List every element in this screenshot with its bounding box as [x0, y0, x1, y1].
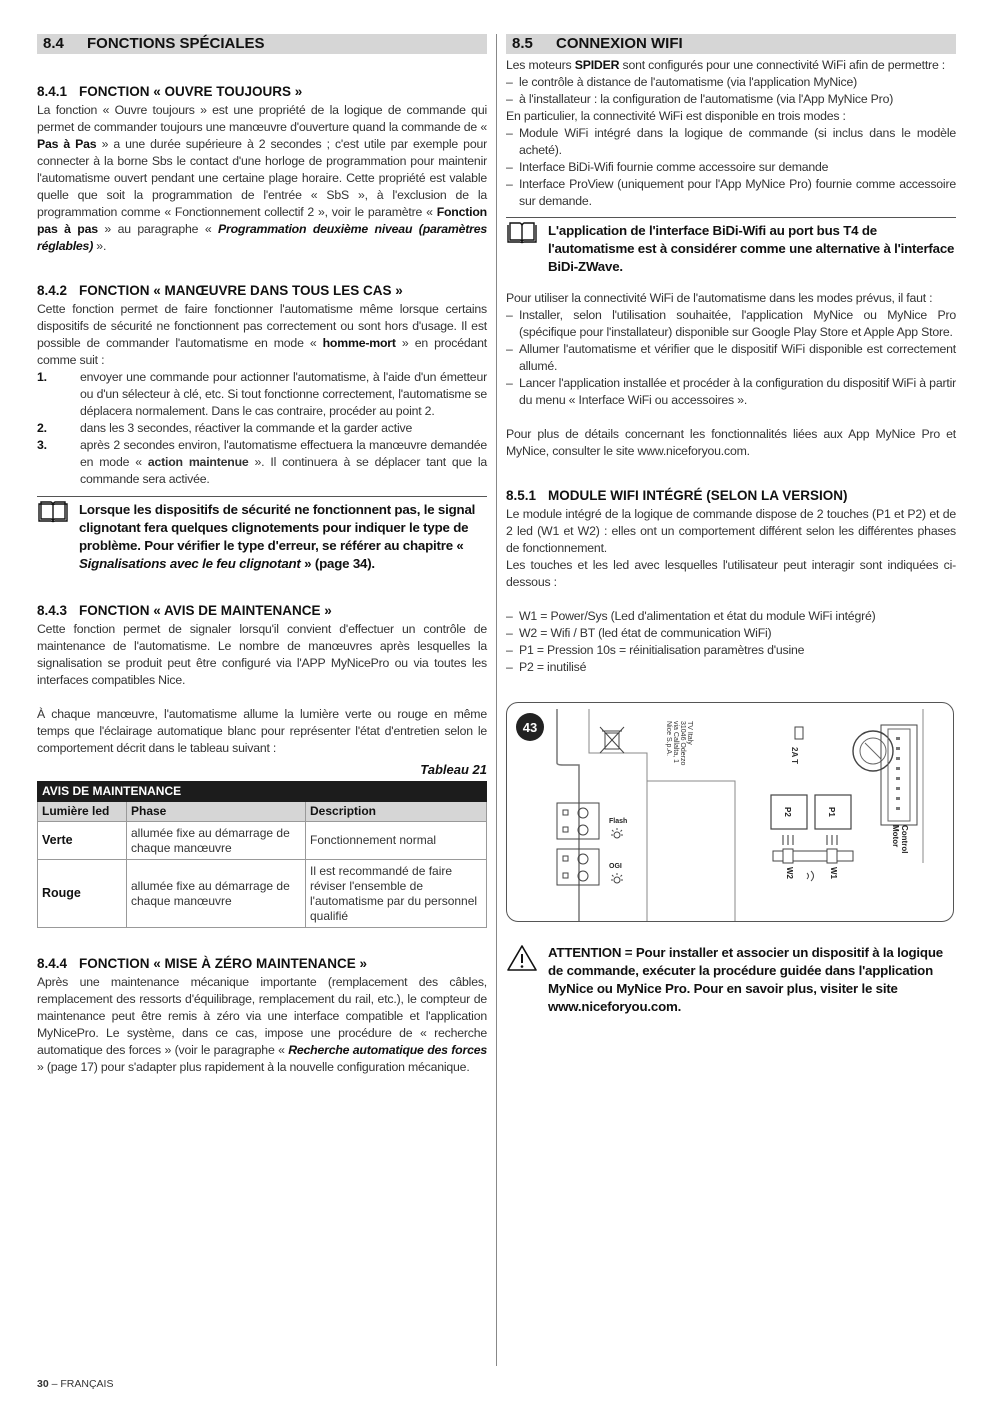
figure-number: 43	[522, 720, 538, 735]
svg-text:P1: P1	[827, 807, 836, 817]
svg-text:2A T: 2A T	[790, 747, 799, 765]
paragraph-mise-a-zero: Après une maintenance mécanique importante (remplacement des câbles, remplacement des ressorts d'équilibrage, remplacement du rail, etc.), le compteur de maintenance peut être remis à zéro via une interface compatible et l'application MyNicePro. Le système, dans ce cas, impose une procédure de « recherche automatique des forces » (voir le paragraphe « Recherche automatique des forces » (page 17) pour s'adapter plus rapidement à la nouvelle configuration mécanique.	[37, 975, 487, 1074]
paragraph-avis-2: À chaque manœuvre, l'automatisme allume la lumière verte ou rouge en même temps que l'éclairage automatique blanc pour représenter l'état d'entretien selon le comportement décrit dans le tableau suivant :	[37, 707, 487, 755]
wifi-signal-icon	[807, 871, 814, 881]
paragraph-module-1: Le module intégré de la logique de commande dispose de 2 touches (P1 et P2) et de 2 led (W1 et W2) : elles ont un comportement différent selon les différentes phases de fonctionnement.	[506, 507, 956, 555]
list-item: – P1 = Pression 10s = réinitialisation paramètres d'usine	[506, 642, 956, 659]
weee-bin-icon	[600, 727, 624, 753]
heading-8-4-2: 8.4.2 FONCTION « MANŒUVRE DANS TOUS LES CAS »	[37, 283, 403, 298]
svg-text:TV Italy: TV Italy	[686, 721, 693, 745]
motor-label: Motor	[891, 825, 900, 848]
list-item: – W1 = Power/Sys (Led d'alimentation et état du module WiFi intégré)	[506, 608, 956, 625]
col-header: Lumière led	[38, 802, 127, 822]
col-header: Description	[306, 802, 487, 822]
paragraph-wifi-details: Pour plus de détails concernant les fonctionnalités liées aux App MyNice Pro et MyNice, consulter le site www.niceforyou.com.	[506, 427, 956, 458]
control-board-diagram	[507, 703, 953, 921]
list-wifi-steps	[506, 307, 956, 409]
list-item: – W2 = Wifi / BT (led état de communication WiFi)	[506, 625, 956, 642]
attention-note: ATTENTION = Pour installer et associer un dispositif à la logique de commande, exécuter la procédure guidée dans l'application MyNice ou MyNice Pro. Pour en savoir plus, visiter le site www.niceforyou.com.	[506, 944, 956, 1016]
list-wifi-uses	[506, 74, 956, 108]
list-wifi-modes	[506, 125, 956, 210]
light-bulb-icon	[611, 873, 623, 883]
table-row: Verte allumée fixe au démarrage de chaque manœuvre Fonctionnement normal	[38, 822, 487, 860]
paragraph-wifi-modes: En particulier, la connectivité WiFi est disponible en trois modes :	[506, 109, 846, 123]
column-divider	[496, 34, 497, 1366]
list-module-keys	[506, 608, 956, 676]
heading-8-5-1: 8.5.1 MODULE WIFI INTÉGRÉ (SELON LA VERSION)	[506, 488, 848, 503]
control-label: Control	[900, 825, 909, 854]
w2-led	[783, 849, 793, 863]
table-row: Rouge allumée fixe au démarrage de chaque manœuvre Il est recommandé de faire réviser l'ensemble de l'automatisme par du personnel qualifié	[38, 860, 487, 928]
terminal-block-flash	[557, 803, 599, 839]
section-heading-8-5: 8.5 CONNEXION WIFI	[506, 34, 956, 54]
list-item: – le contrôle à distance de l'automatisme (via l'application MyNice)	[506, 74, 956, 91]
light-bulb-icon	[611, 828, 623, 838]
left-column	[37, 34, 487, 1076]
section-heading-8-4: 8.4 FONCTIONS SPÉCIALES	[37, 34, 487, 54]
figure-43	[506, 702, 954, 922]
steps-list	[37, 369, 487, 488]
step-item: 2. dans les 3 secondes, réactiver la commande et la garder active	[37, 421, 413, 435]
list-item: – Interface ProView (uniquement pour l'App MyNice Pro) fournie comme accessoire sur demande.	[506, 176, 956, 210]
svg-text:W2: W2	[785, 867, 794, 879]
ogi-label: OGI	[609, 863, 622, 870]
flash-label: Flash	[609, 818, 628, 825]
table-title: AVIS DE MAINTENANCE	[38, 782, 487, 802]
svg-text:via Callalta, 1: via Callalta, 1	[672, 721, 679, 764]
maintenance-table	[37, 781, 487, 928]
right-column	[506, 34, 956, 1016]
page-footer: 30 – FRANÇAIS	[37, 1378, 114, 1390]
paragraph-wifi-usage: Pour utiliser la connectivité WiFi de l'automatisme dans les modes prévus, il faut :	[506, 291, 933, 305]
heading-8-4-4: 8.4.4 FONCTION « MISE À ZÉRO MAINTENANCE »	[37, 956, 368, 971]
paragraph-manoeuvre: Cette fonction permet de faire fonctionner l'automatisme même lorsque certains dispositifs de sécurité ne fonctionnent pas correctement ou sont hors d'usage. Il est possible de commander l'automatisme en mode « homme-mort » en procédant comme suit :	[37, 302, 487, 367]
list-item: – Installer, selon l'utilisation souhaitée, l'application MyNice ou MyNice Pro (spécifique pour l'installateur) disponible sur Google Play Store et Apple App Store.	[506, 307, 956, 341]
step-item: 3. après 2 secondes environ, l'automatisme effectuera la manœuvre demandée en mode « action maintenue ». Il continuera à se déplacer tant que la commande sera activée.	[37, 438, 487, 486]
warning-icon	[506, 944, 548, 1016]
col-header: Phase	[127, 802, 306, 822]
w1-led	[827, 849, 837, 863]
table-caption: Tableau 21	[420, 762, 487, 777]
list-item: – Lancer l'application installée et procéder à la configuration du dispositif WiFi à partir du menu « Interface WiFi ou accessoires ».	[506, 375, 956, 409]
note-securite: Lorsque les dispositifs de sécurité ne fonctionnent pas, le signal clignotant fera quelques clignotements pour indiquer le type de problème. Pour vérifier le type d'erreur, se référer au chapitre « Signalisations avec le feu clignotant » (page 34).	[37, 496, 487, 573]
paragraph-ouvre-toujours: La fonction « Ouvre toujours » est une propriété de la logique de commande qui permet de commander toujours une manœuvre d'ouverture quand la commande de « Pas à Pas » a une durée supérieure à 2 secondes ; c'est utile par exemple pour connecter à la borne Sbs le contact d'une horloge de programmation pour maintenir l'automatisme ouvert pendant une certaine plage horaire. Cette propriété est valable quelle que soit la programmation de l'entrée « SbS », à l'exclusion de la programmation comme « Fonctionnement collectif 2 », voir le paramètre « Fonction pas à pas » au paragraphe « Programmation deuxième niveau (paramètres réglables) ».	[37, 103, 487, 253]
svg-text:Nice S.p.A.: Nice S.p.A.	[665, 721, 672, 757]
note-bidi-wifi: L'application de l'interface BiDi-Wifi au port bus T4 de l'automatisme est à considérer comme une alternative à l'interface BiDi-ZWave.	[506, 217, 956, 276]
step-item: 1. envoyer une commande pour actionner l'automatisme, à l'aide d'un émetteur ou d'un sélecteur à clé, etc. Si tout fonctionne correctement, l'automatisme se déplacera normalement. Dans le cas contraire, procéder au point 2.	[37, 370, 487, 418]
heading-8-4-3: 8.4.3 FONCTION « AVIS DE MAINTENANCE »	[37, 603, 332, 618]
list-item: – à l'installateur : la configuration de l'automatisme (via l'App MyNice Pro)	[506, 91, 956, 108]
svg-text:31046 Oderzo: 31046 Oderzo	[679, 721, 686, 766]
list-item: – P2 = inutilisé	[506, 659, 956, 676]
list-item: – Allumer l'automatisme et vérifier que le dispositif WiFi disponible est correctement allumé.	[506, 341, 956, 375]
book-icon	[37, 501, 79, 573]
list-item: – Module WiFi intégré dans la logique de commande (si inclus dans le modèle acheté).	[506, 125, 956, 159]
list-item: – Interface BiDi-Wifi fournie comme accessoire sur demande	[506, 159, 956, 176]
svg-text:W1: W1	[829, 867, 838, 879]
paragraph-module-2: Les touches et les led avec lesquelles l'utilisateur peut interagir sont indiquées ci-dessous :	[506, 558, 956, 589]
paragraph-avis-1: Cette fonction permet de signaler lorsqu'il convient d'effectuer un contrôle de maintenance de l'automatisme. Le nombre de manœuvres après lesquelles la signalisation se produit peut être configuré via l'APP MyNicePro ou via toutes les interfaces compatibles Nice.	[37, 622, 487, 687]
book-icon	[506, 222, 548, 276]
heading-8-4-1: 8.4.1 FONCTION « OUVRE TOUJOURS »	[37, 84, 303, 99]
svg-text:P2: P2	[783, 807, 792, 817]
paragraph-wifi-intro: Les moteurs SPIDER sont configurés pour une connectivité WiFi afin de permettre :	[506, 58, 946, 72]
terminal-block-ogi	[557, 849, 599, 885]
